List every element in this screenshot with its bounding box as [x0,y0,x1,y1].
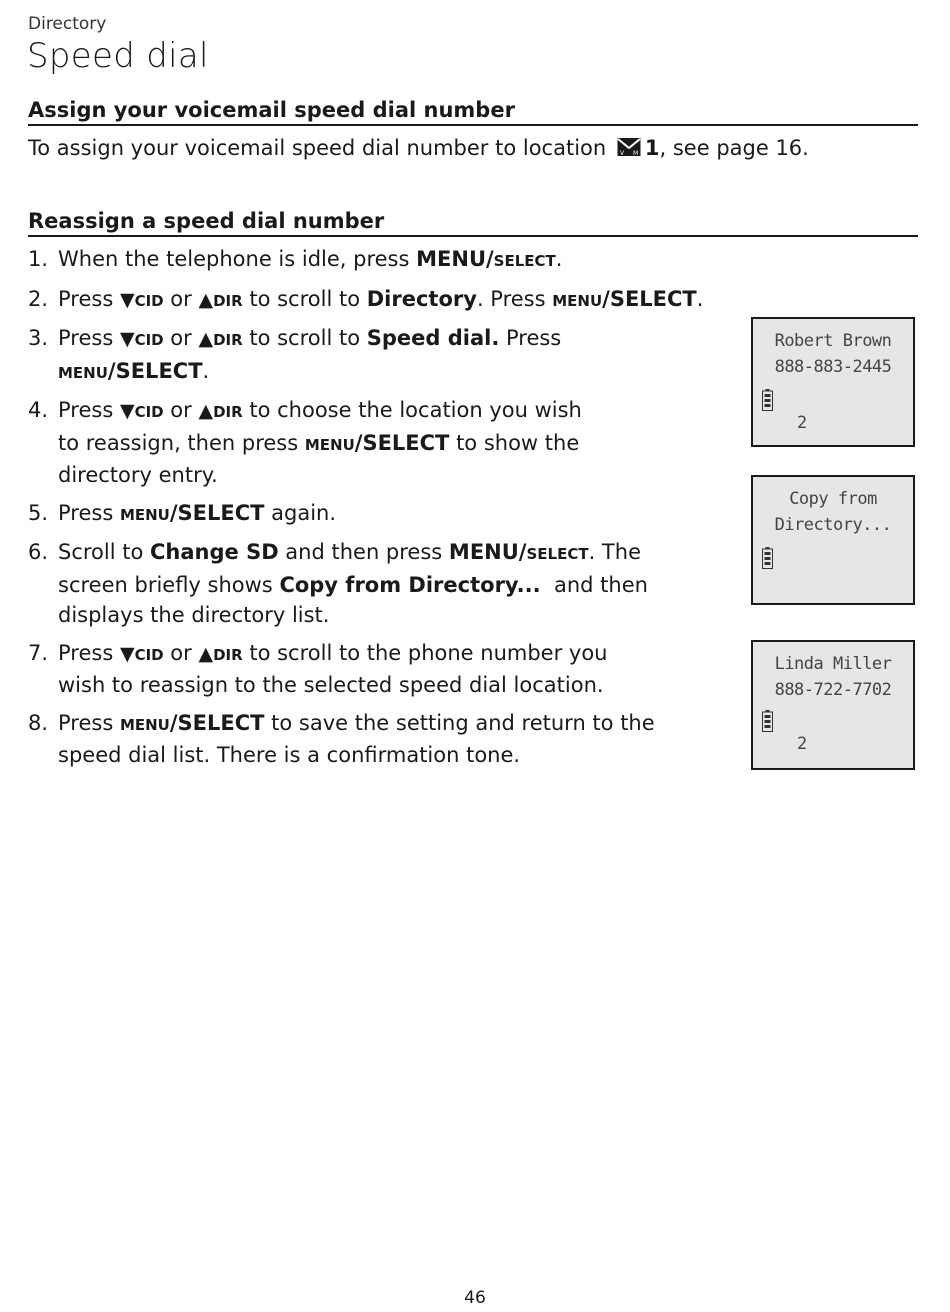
step-8 [28,708,703,771]
step-text: again. [264,500,337,525]
breadcrumb: Directory [28,14,107,34]
up-arrow-icon: ▲ [198,400,214,422]
step-text: to choose the location you wish [242,398,582,422]
step-text: Press [58,326,120,350]
battery-icon [762,389,773,411]
screen-name: Linda Miller [774,654,892,674]
step-7 [28,638,703,701]
lcd-screen-robert-brown [751,317,915,447]
select-key: SELECT [493,252,556,270]
paragraph-text-end: , see page 16. [659,136,809,160]
battery-icon [762,710,773,732]
step-text: . Press [476,286,553,311]
select-key: SELECT [526,545,589,563]
speed-dial-location: 2 [797,734,808,754]
lcd-screen-copy-from-directory [751,475,915,605]
down-arrow-icon: ▼ [119,288,135,311]
step-6 [28,537,703,631]
select-key: /SELECT [354,430,450,455]
menu-key: MENU [119,505,170,524]
up-arrow-icon: ▲ [198,642,214,665]
menu-key: MENU/ [448,540,527,564]
step-text: When the telephone is idle, press [58,247,417,271]
svg-text:M: M [632,150,639,157]
down-arrow-icon: ▼ [119,400,135,422]
cid-key: CID [134,331,164,349]
page-title: Speed dial [27,36,209,76]
step-text: to scroll to the phone number you [242,640,608,665]
step-text: screen briefly shows [58,572,280,597]
cid-key: CID [134,291,164,310]
menu-key: MENU [304,435,355,454]
step-text: to save the setting and return to the [264,710,655,735]
step-text: Press [58,710,120,735]
step-text: or [163,640,199,665]
step-5 [28,498,703,531]
step-text: to scroll to [242,286,367,311]
voicemail-location: 1 [644,136,660,160]
assign-voicemail-paragraph [28,136,809,162]
menu-target: Directory [366,286,477,311]
screen-line-2: Directory... [774,515,892,535]
dir-key: DIR [213,403,243,421]
dir-key: DIR [213,291,243,310]
step-text: or [163,286,199,311]
step-text: displays the directory list. [58,603,330,627]
step-text: and then [540,572,648,597]
copy-from-directory-label: Copy from Directory... [279,572,541,597]
step-text: . [696,286,704,311]
cid-key: CID [134,645,164,664]
menu-key: MENU/ [416,247,494,271]
step-number: 3. [28,326,49,350]
step-text: to show the [449,430,580,455]
step-text: or [163,398,199,422]
select-key: /SELECT [169,500,265,525]
step-2 [28,284,703,317]
step-text: . The [588,540,641,564]
up-arrow-icon: ▲ [198,328,214,350]
paragraph-text: To assign your voicemail speed dial number to location [28,136,607,160]
step-text: Press [58,640,120,665]
step-number: 1. [28,247,49,271]
step-text: wish to reassign to the selected speed dial location. [58,673,604,697]
up-arrow-icon: ▲ [198,288,214,311]
svg-text:V: V [619,150,624,157]
step-text: speed dial list. There is a confirmation tone. [58,743,521,767]
menu-key: MENU [119,715,170,734]
select-key: /SELECT [107,358,203,383]
step-text: Scroll to [58,540,150,564]
cid-key: CID [134,403,164,421]
step-number: 2. [28,286,49,311]
step-4 [28,395,703,491]
select-key: /SELECT [602,286,697,311]
step-text: Press [58,286,120,311]
step-number: 5. [28,500,49,525]
screen-number: 888-722-7702 [774,680,892,700]
step-text: Press [499,326,562,350]
screen-line-1: Copy from [789,489,877,509]
step-1 [28,244,703,277]
battery-icon [762,547,773,569]
step-text: Press [58,398,120,422]
lcd-screen-linda-miller [751,640,915,770]
page-number: 46 [464,1288,486,1308]
select-key: /SELECT [169,710,265,735]
dir-key: DIR [213,645,243,664]
step-text: Press [58,500,120,525]
speed-dial-location: 2 [797,413,808,433]
step-number: 8. [28,710,49,735]
step-3 [28,323,703,388]
menu-target: Speed dial. [366,326,500,350]
step-text: . [555,247,563,271]
voicemail-icon [617,137,641,162]
step-text: to reassign, then press [58,430,305,455]
step-text: and then press [278,540,449,564]
menu-key: MENU [58,363,108,382]
dir-key: DIR [213,331,243,349]
down-arrow-icon: ▼ [119,328,135,350]
menu-key: MENU [552,291,603,310]
step-number: 7. [28,640,49,665]
change-sd-option: Change SD [150,540,279,564]
step-text: to scroll to [242,326,367,350]
step-number: 6. [28,540,49,564]
screen-number: 888-883-2445 [774,357,892,377]
step-text: directory entry. [58,463,218,487]
steps-list [28,244,703,778]
step-text: or [163,326,199,350]
step-number: 4. [28,398,49,422]
section-heading-assign-voicemail: Assign your voicemail speed dial number [28,98,918,126]
down-arrow-icon: ▼ [119,642,135,665]
step-text: . [202,358,210,383]
screen-name: Robert Brown [774,331,892,351]
section-heading-reassign: Reassign a speed dial number [28,209,918,237]
